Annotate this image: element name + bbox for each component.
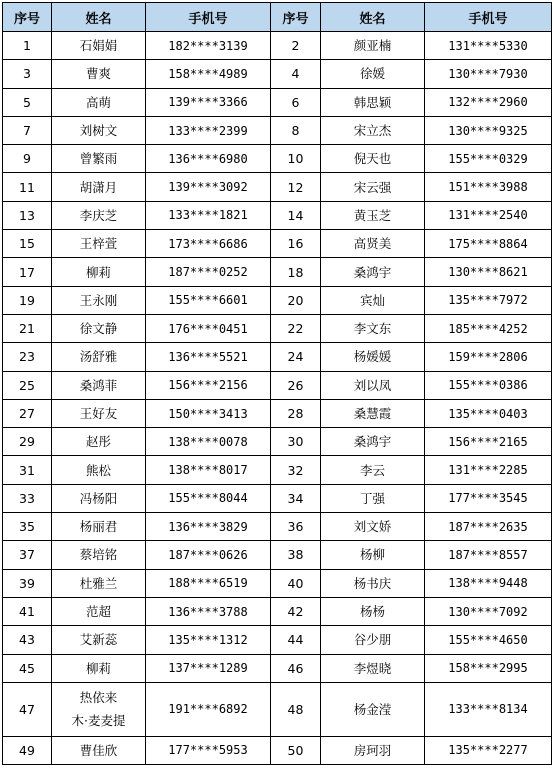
cell-name-right: 杨柳 [321,541,425,569]
cell-phone-left: 158****4989 [146,60,271,88]
table-row [3,654,552,682]
cell-index-right: 46 [271,654,321,682]
cell-phone-right: 135****2277 [425,736,552,764]
cell-phone-left: 177****5953 [146,736,271,764]
cell-index-right: 22 [271,314,321,342]
cell-phone-left: 191****6892 [146,682,271,736]
cell-name-right: 杨书庆 [321,569,425,597]
cell-name-left: 胡潇月 [52,173,146,201]
cell-index-left: 49 [3,736,52,764]
cell-name-right: 杨杨 [321,597,425,625]
cell-phone-right: 155****4650 [425,626,552,654]
cell-index-left: 45 [3,654,52,682]
cell-index-right: 40 [271,569,321,597]
cell-index-right: 24 [271,343,321,371]
cell-name-left: 冯杨阳 [52,484,146,512]
cell-index-right: 36 [271,513,321,541]
cell-index-right: 38 [271,541,321,569]
cell-index-right: 32 [271,456,321,484]
table-row [3,201,552,229]
cell-name-right: 刘以凤 [321,371,425,399]
cell-index-right: 28 [271,399,321,427]
cell-name-left: 曹佳欣 [52,736,146,764]
cell-index-right: 44 [271,626,321,654]
table-row [3,145,552,173]
header-name-left: 姓名 [52,3,146,32]
cell-name-right: 宋立杰 [321,116,425,144]
cell-name-left: 曹爽 [52,60,146,88]
table-row [3,173,552,201]
table-row [3,626,552,654]
cell-phone-right: 133****8134 [425,682,552,736]
cell-name-left: 杨丽君 [52,513,146,541]
cell-index-left: 47 [3,682,52,736]
cell-name-right: 黄玉芝 [321,201,425,229]
cell-name-left: 徐文静 [52,314,146,342]
cell-name-right: 杨金滢 [321,682,425,736]
cell-name-left: 柳莉 [52,258,146,286]
cell-phone-right: 187****8557 [425,541,552,569]
table-row [3,60,552,88]
table-row [3,456,552,484]
cell-name-right: 宋云强 [321,173,425,201]
cell-phone-left: 139****3092 [146,173,271,201]
cell-phone-right: 151****3988 [425,173,552,201]
table-row [3,513,552,541]
table-row [3,116,552,144]
cell-name-right: 房珂羽 [321,736,425,764]
cell-index-left: 5 [3,88,52,116]
table-row [3,399,552,427]
cell-index-left: 9 [3,145,52,173]
cell-index-right: 16 [271,230,321,258]
cell-index-right: 42 [271,597,321,625]
cell-name-right: 刘文娇 [321,513,425,541]
cell-name-left: 熊松 [52,456,146,484]
cell-phone-right: 135****0403 [425,399,552,427]
cell-name-right: 徐媛 [321,60,425,88]
cell-index-left: 3 [3,60,52,88]
cell-phone-left: 135****1312 [146,626,271,654]
cell-name-left: 李庆芝 [52,201,146,229]
header-phone-right: 手机号 [425,3,552,32]
cell-phone-right: 130****8621 [425,258,552,286]
cell-index-left: 29 [3,428,52,456]
cell-index-left: 17 [3,258,52,286]
cell-index-left: 25 [3,371,52,399]
cell-name-left: 柳莉 [52,654,146,682]
cell-phone-left: 136****3788 [146,597,271,625]
cell-name-left: 王永刚 [52,286,146,314]
cell-phone-right: 130****7092 [425,597,552,625]
cell-name-right: 颜亚楠 [321,32,425,60]
cell-name-left: 王好友 [52,399,146,427]
cell-index-right: 34 [271,484,321,512]
cell-index-right: 6 [271,88,321,116]
table-row [3,428,552,456]
cell-phone-left: 173****6686 [146,230,271,258]
cell-phone-right: 159****2806 [425,343,552,371]
cell-phone-right: 131****2540 [425,201,552,229]
cell-name-right: 李文东 [321,314,425,342]
table-row [3,371,552,399]
table-row [3,736,552,764]
cell-index-left: 33 [3,484,52,512]
table-body [3,32,552,765]
cell-name-right: 谷少朋 [321,626,425,654]
cell-phone-left: 136****5521 [146,343,271,371]
cell-name-left: 热依来 木·麦麦提 [52,682,146,736]
cell-phone-right: 132****2960 [425,88,552,116]
cell-index-right: 2 [271,32,321,60]
cell-index-right: 14 [271,201,321,229]
cell-phone-right: 131****5330 [425,32,552,60]
cell-name-right: 李云 [321,456,425,484]
cell-name-right: 高贤美 [321,230,425,258]
table-row [3,32,552,60]
table-row [3,682,552,736]
cell-index-right: 26 [271,371,321,399]
header-name-right: 姓名 [321,3,425,32]
cell-phone-right: 138****9448 [425,569,552,597]
cell-index-right: 20 [271,286,321,314]
cell-phone-right: 130****9325 [425,116,552,144]
cell-name-right: 桑慧霞 [321,399,425,427]
cell-index-right: 30 [271,428,321,456]
roster-table [2,2,552,765]
cell-index-right: 18 [271,258,321,286]
cell-phone-right: 177****3545 [425,484,552,512]
cell-phone-left: 187****0252 [146,258,271,286]
cell-name-left: 杜雅兰 [52,569,146,597]
cell-index-right: 8 [271,116,321,144]
cell-phone-right: 156****2165 [425,428,552,456]
cell-name-right: 桑鸿宇 [321,428,425,456]
cell-phone-left: 133****2399 [146,116,271,144]
cell-phone-left: 136****3829 [146,513,271,541]
cell-phone-left: 176****0451 [146,314,271,342]
cell-name-right: 宾灿 [321,286,425,314]
table-row [3,286,552,314]
cell-name-right: 杨媛媛 [321,343,425,371]
table-row [3,258,552,286]
cell-phone-left: 156****2156 [146,371,271,399]
cell-index-right: 48 [271,682,321,736]
cell-name-left: 汤舒雅 [52,343,146,371]
cell-index-left: 41 [3,597,52,625]
table-row [3,484,552,512]
cell-phone-left: 133****1821 [146,201,271,229]
cell-name-right: 丁强 [321,484,425,512]
cell-name-left: 蔡培铭 [52,541,146,569]
cell-phone-right: 155****0386 [425,371,552,399]
cell-phone-left: 155****8044 [146,484,271,512]
cell-name-left: 王梓萱 [52,230,146,258]
cell-name-left: 赵彤 [52,428,146,456]
cell-index-left: 27 [3,399,52,427]
table-row [3,230,552,258]
cell-name-left: 范超 [52,597,146,625]
table-row [3,314,552,342]
cell-phone-left: 139****3366 [146,88,271,116]
cell-index-right: 10 [271,145,321,173]
header-phone-left: 手机号 [146,3,271,32]
cell-index-left: 31 [3,456,52,484]
cell-name-left: 刘树文 [52,116,146,144]
cell-index-left: 11 [3,173,52,201]
cell-phone-left: 150****3413 [146,399,271,427]
cell-index-left: 39 [3,569,52,597]
table-row [3,541,552,569]
cell-index-left: 15 [3,230,52,258]
cell-index-left: 19 [3,286,52,314]
table-row [3,569,552,597]
cell-index-left: 37 [3,541,52,569]
cell-index-left: 35 [3,513,52,541]
cell-index-right: 12 [271,173,321,201]
cell-phone-right: 155****0329 [425,145,552,173]
cell-phone-left: 136****6980 [146,145,271,173]
header-index-left: 序号 [3,3,52,32]
cell-phone-right: 135****7972 [425,286,552,314]
cell-index-right: 4 [271,60,321,88]
cell-index-left: 7 [3,116,52,144]
table-row [3,597,552,625]
cell-index-left: 21 [3,314,52,342]
cell-phone-left: 137****1289 [146,654,271,682]
cell-phone-right: 130****7930 [425,60,552,88]
cell-index-left: 13 [3,201,52,229]
cell-index-left: 43 [3,626,52,654]
cell-index-left: 1 [3,32,52,60]
cell-index-left: 23 [3,343,52,371]
cell-phone-right: 185****4252 [425,314,552,342]
cell-name-left: 石娟娟 [52,32,146,60]
cell-name-left: 桑鸿菲 [52,371,146,399]
cell-name-left: 高萌 [52,88,146,116]
cell-name-right: 倪天也 [321,145,425,173]
cell-phone-right: 187****2635 [425,513,552,541]
cell-phone-left: 138****8017 [146,456,271,484]
cell-phone-left: 138****0078 [146,428,271,456]
table-row [3,343,552,371]
cell-name-right: 李煜晓 [321,654,425,682]
cell-phone-left: 155****6601 [146,286,271,314]
cell-phone-left: 182****3139 [146,32,271,60]
cell-phone-left: 188****6519 [146,569,271,597]
cell-name-left: 艾新蕊 [52,626,146,654]
cell-index-right: 50 [271,736,321,764]
header-index-right: 序号 [271,3,321,32]
cell-name-right: 桑鸿宇 [321,258,425,286]
table-row [3,88,552,116]
table-header [3,3,552,32]
header-row [3,3,552,32]
cell-name-left: 曾繁雨 [52,145,146,173]
cell-phone-right: 158****2995 [425,654,552,682]
cell-name-right: 韩思颖 [321,88,425,116]
cell-phone-left: 187****0626 [146,541,271,569]
cell-phone-right: 175****8864 [425,230,552,258]
cell-phone-right: 131****2285 [425,456,552,484]
